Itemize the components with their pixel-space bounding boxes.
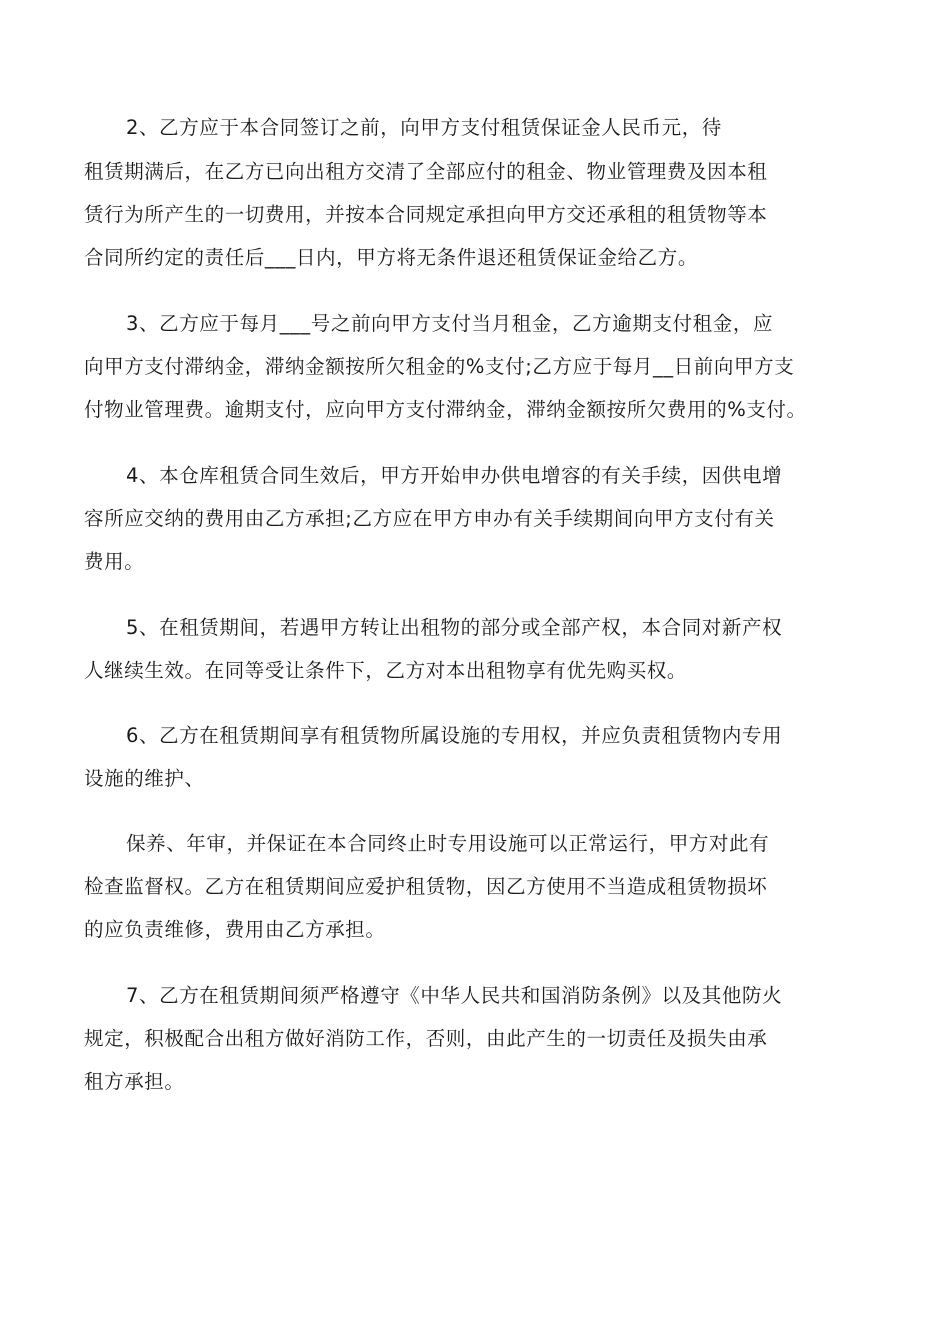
clause-2-line-2: 租赁期满后，在乙方已向出租方交清了全部应付的租金、物业管理费及因本租 bbox=[84, 160, 768, 183]
clause-4-line-3: 费用。 bbox=[84, 550, 145, 573]
clause-3-line-1: 3、乙方应于每月___号之前向甲方支付当月租金，乙方逾期支付租金，应 bbox=[126, 312, 774, 335]
clause-6-line-1: 6、乙方在租赁期间享有租赁物所属设施的专用权，并应负责租赁物内专用 bbox=[126, 724, 783, 747]
clause-2-line-1: 2、乙方应于本合同签订之前，向甲方支付租赁保证金人民币元，待 bbox=[126, 116, 722, 139]
clause-7-line-2: 规定，积极配合出租方做好消防工作，否则，由此产生的一切责任及损失由承 bbox=[84, 1027, 768, 1050]
clause-7-line-1: 7、乙方在租赁期间须严格遵守《中华人民共和国消防条例》以及其他防火 bbox=[126, 984, 783, 1007]
clause-2-line-3: 赁行为所产生的一切费用，并按本合同规定承担向甲方交还承租的租赁物等本 bbox=[84, 203, 768, 226]
clause-3-line-2: 向甲方支付滞纳金，滞纳金额按所欠租金的%支付;乙方应于每月__日前向甲方支 bbox=[84, 355, 795, 378]
clause-2-line-4: 合同所约定的责任后___日内，甲方将无条件退还租赁保证金给乙方。 bbox=[84, 246, 698, 269]
clause-4-line-2: 容所应交纳的费用由乙方承担;乙方应在甲方申办有关手续期间向甲方支付有关 bbox=[84, 507, 775, 530]
clause-6-cont-line-2: 检查监督权。乙方在租赁期间应爱护租赁物，因乙方使用不当造成租赁物损坏 bbox=[84, 875, 768, 898]
clause-7-line-3: 租方承担。 bbox=[84, 1070, 185, 1093]
clause-5-line-1: 5、在租赁期间，若遇甲方转让出租物的部分或全部产权，本合同对新产权 bbox=[126, 616, 783, 639]
clause-3-line-3: 付物业管理费。逾期支付，应向甲方支付滞纳金，滞纳金额按所欠费用的%支付。 bbox=[84, 398, 807, 421]
clause-6-cont-line-3: 的应负责维修，费用由乙方承担。 bbox=[84, 918, 386, 941]
clause-5-line-2: 人继续生效。在同等受让条件下，乙方对本出租物享有优先购买权。 bbox=[84, 659, 688, 682]
clause-4-line-1: 4、本仓库租赁合同生效后，甲方开始申办供电增容的有关手续，因供电增 bbox=[126, 464, 783, 487]
clause-6-line-2: 设施的维护、 bbox=[84, 767, 205, 790]
clause-6-cont-line-1: 保养、年审，并保证在本合同终止时专用设施可以正常运行，甲方对此有 bbox=[126, 832, 770, 855]
